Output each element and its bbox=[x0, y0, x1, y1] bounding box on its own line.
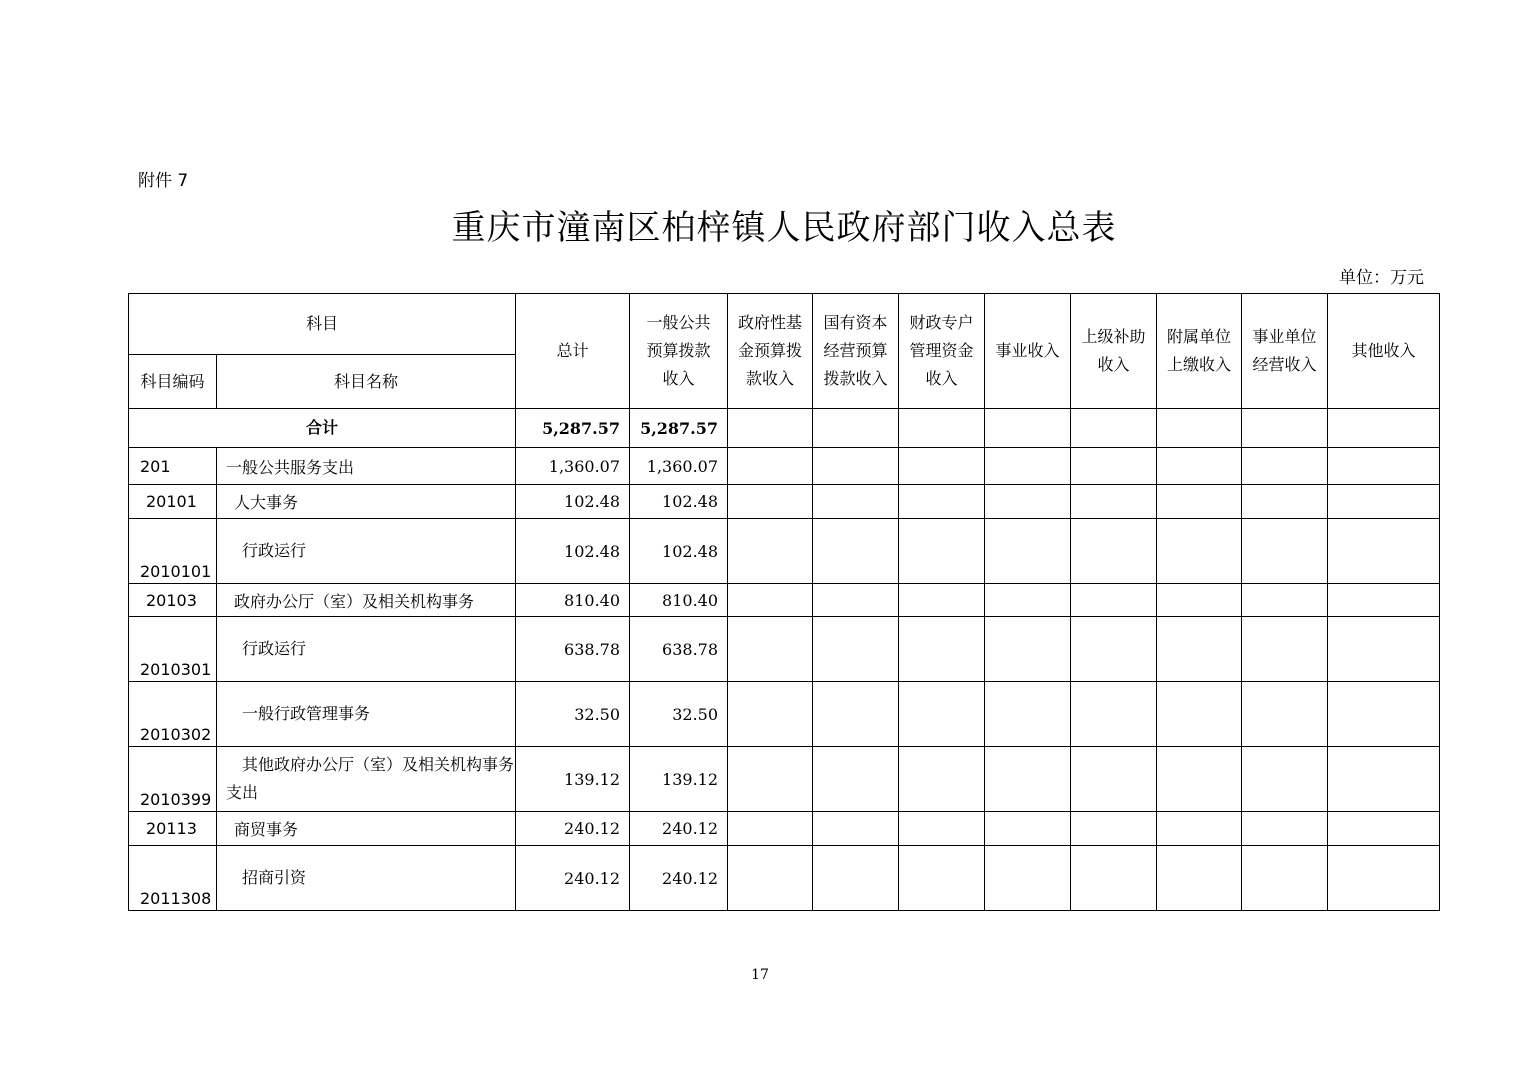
header-fiscal-special bbox=[899, 294, 985, 409]
header-other: 其他收入 bbox=[1328, 294, 1440, 409]
header-gov-fund-l1: 政府性基 bbox=[738, 313, 803, 332]
table-row bbox=[129, 617, 1440, 682]
row-general: 810.40 bbox=[630, 584, 728, 617]
row-general: 32.50 bbox=[630, 682, 728, 747]
header-superior-subsidy bbox=[1071, 294, 1157, 409]
row-code: 201 bbox=[129, 448, 217, 485]
row-name: 行政运行 bbox=[217, 617, 516, 682]
row-code: 20101 bbox=[129, 485, 217, 519]
row-code: 2010399 bbox=[129, 747, 217, 812]
table-row bbox=[129, 519, 1440, 584]
header-superior-subsidy-l2: 收入 bbox=[1097, 355, 1130, 374]
header-state-capital bbox=[813, 294, 899, 409]
page-number: 17 bbox=[751, 967, 769, 983]
row-name: 商贸事务 bbox=[217, 812, 516, 846]
row-name: 招商引资 bbox=[217, 846, 516, 911]
header-affiliated-l1: 附属单位 bbox=[1167, 327, 1232, 346]
header-code: 科目编码 bbox=[129, 355, 217, 409]
table-row bbox=[129, 448, 1440, 485]
row-total: 102.48 bbox=[516, 485, 630, 519]
row-total: 810.40 bbox=[516, 584, 630, 617]
header-name: 科目名称 bbox=[217, 355, 516, 409]
row-total: 240.12 bbox=[516, 846, 630, 911]
page-title: 重庆市潼南区柏梓镇人民政府部门收入总表 bbox=[451, 208, 1117, 248]
table-row bbox=[129, 812, 1440, 846]
header-general-budget-l1: 一般公共 bbox=[646, 313, 711, 332]
row-code: 2010301 bbox=[129, 617, 217, 682]
row-code: 2011308 bbox=[129, 846, 217, 911]
table-row bbox=[129, 846, 1440, 911]
header-general-budget bbox=[630, 294, 728, 409]
row-total: 102.48 bbox=[516, 519, 630, 584]
header-state-capital-l1: 国有资本 bbox=[823, 313, 888, 332]
row-code: 2010101 bbox=[129, 519, 217, 584]
row-total: 240.12 bbox=[516, 812, 630, 846]
total-label: 合计 bbox=[129, 409, 516, 448]
row-general: 240.12 bbox=[630, 812, 728, 846]
header-gov-fund bbox=[728, 294, 813, 409]
row-name: 政府办公厅（室）及相关机构事务 bbox=[217, 584, 516, 617]
header-general-budget-l2: 预算拨款 bbox=[646, 341, 711, 360]
header-fiscal-special-l2: 管理资金 bbox=[909, 341, 974, 360]
row-name: 一般行政管理事务 bbox=[217, 682, 516, 747]
header-subject: 科目 bbox=[129, 294, 516, 355]
row-code: 20103 bbox=[129, 584, 217, 617]
attachment-label: 附件 7 bbox=[138, 171, 189, 191]
row-general: 102.48 bbox=[630, 519, 728, 584]
row-total: 32.50 bbox=[516, 682, 630, 747]
table-row bbox=[129, 682, 1440, 747]
header-general-budget-l3: 收入 bbox=[662, 369, 695, 388]
row-total: 1,360.07 bbox=[516, 448, 630, 485]
header-superior-subsidy-l1: 上级补助 bbox=[1081, 327, 1146, 346]
row-name: 其他政府办公厅（室）及相关机构事务支出 bbox=[217, 747, 516, 812]
row-general: 139.12 bbox=[630, 747, 728, 812]
row-general: 240.12 bbox=[630, 846, 728, 911]
header-affiliated bbox=[1157, 294, 1242, 409]
total-row bbox=[129, 409, 1440, 448]
header-gov-fund-l3: 款收入 bbox=[746, 369, 795, 388]
header-total: 总计 bbox=[516, 294, 630, 409]
header-operation bbox=[1242, 294, 1328, 409]
table-row bbox=[129, 584, 1440, 617]
row-total: 139.12 bbox=[516, 747, 630, 812]
table-row bbox=[129, 485, 1440, 519]
unit-label: 单位：万元 bbox=[1339, 268, 1424, 288]
header-affiliated-l2: 上缴收入 bbox=[1167, 355, 1232, 374]
header-fiscal-special-l1: 财政专户 bbox=[909, 313, 974, 332]
total-total: 5,287.57 bbox=[516, 409, 630, 448]
header-fiscal-special-l3: 收入 bbox=[925, 369, 958, 388]
header-operation-l2: 经营收入 bbox=[1252, 355, 1317, 374]
row-name: 人大事务 bbox=[217, 485, 516, 519]
row-total: 638.78 bbox=[516, 617, 630, 682]
total-general: 5,287.57 bbox=[630, 409, 728, 448]
row-general: 102.48 bbox=[630, 485, 728, 519]
row-general: 638.78 bbox=[630, 617, 728, 682]
header-operation-l1: 事业单位 bbox=[1252, 327, 1317, 346]
row-code: 20113 bbox=[129, 812, 217, 846]
row-code: 2010302 bbox=[129, 682, 217, 747]
row-name: 行政运行 bbox=[217, 519, 516, 584]
header-business-income: 事业收入 bbox=[985, 294, 1071, 409]
header-gov-fund-l2: 金预算拨 bbox=[738, 341, 803, 360]
revenue-table bbox=[128, 293, 1440, 911]
header-state-capital-l2: 经营预算 bbox=[823, 341, 888, 360]
header-state-capital-l3: 拨款收入 bbox=[823, 369, 888, 388]
table-row bbox=[129, 747, 1440, 812]
row-name: 一般公共服务支出 bbox=[217, 448, 516, 485]
row-general: 1,360.07 bbox=[630, 448, 728, 485]
